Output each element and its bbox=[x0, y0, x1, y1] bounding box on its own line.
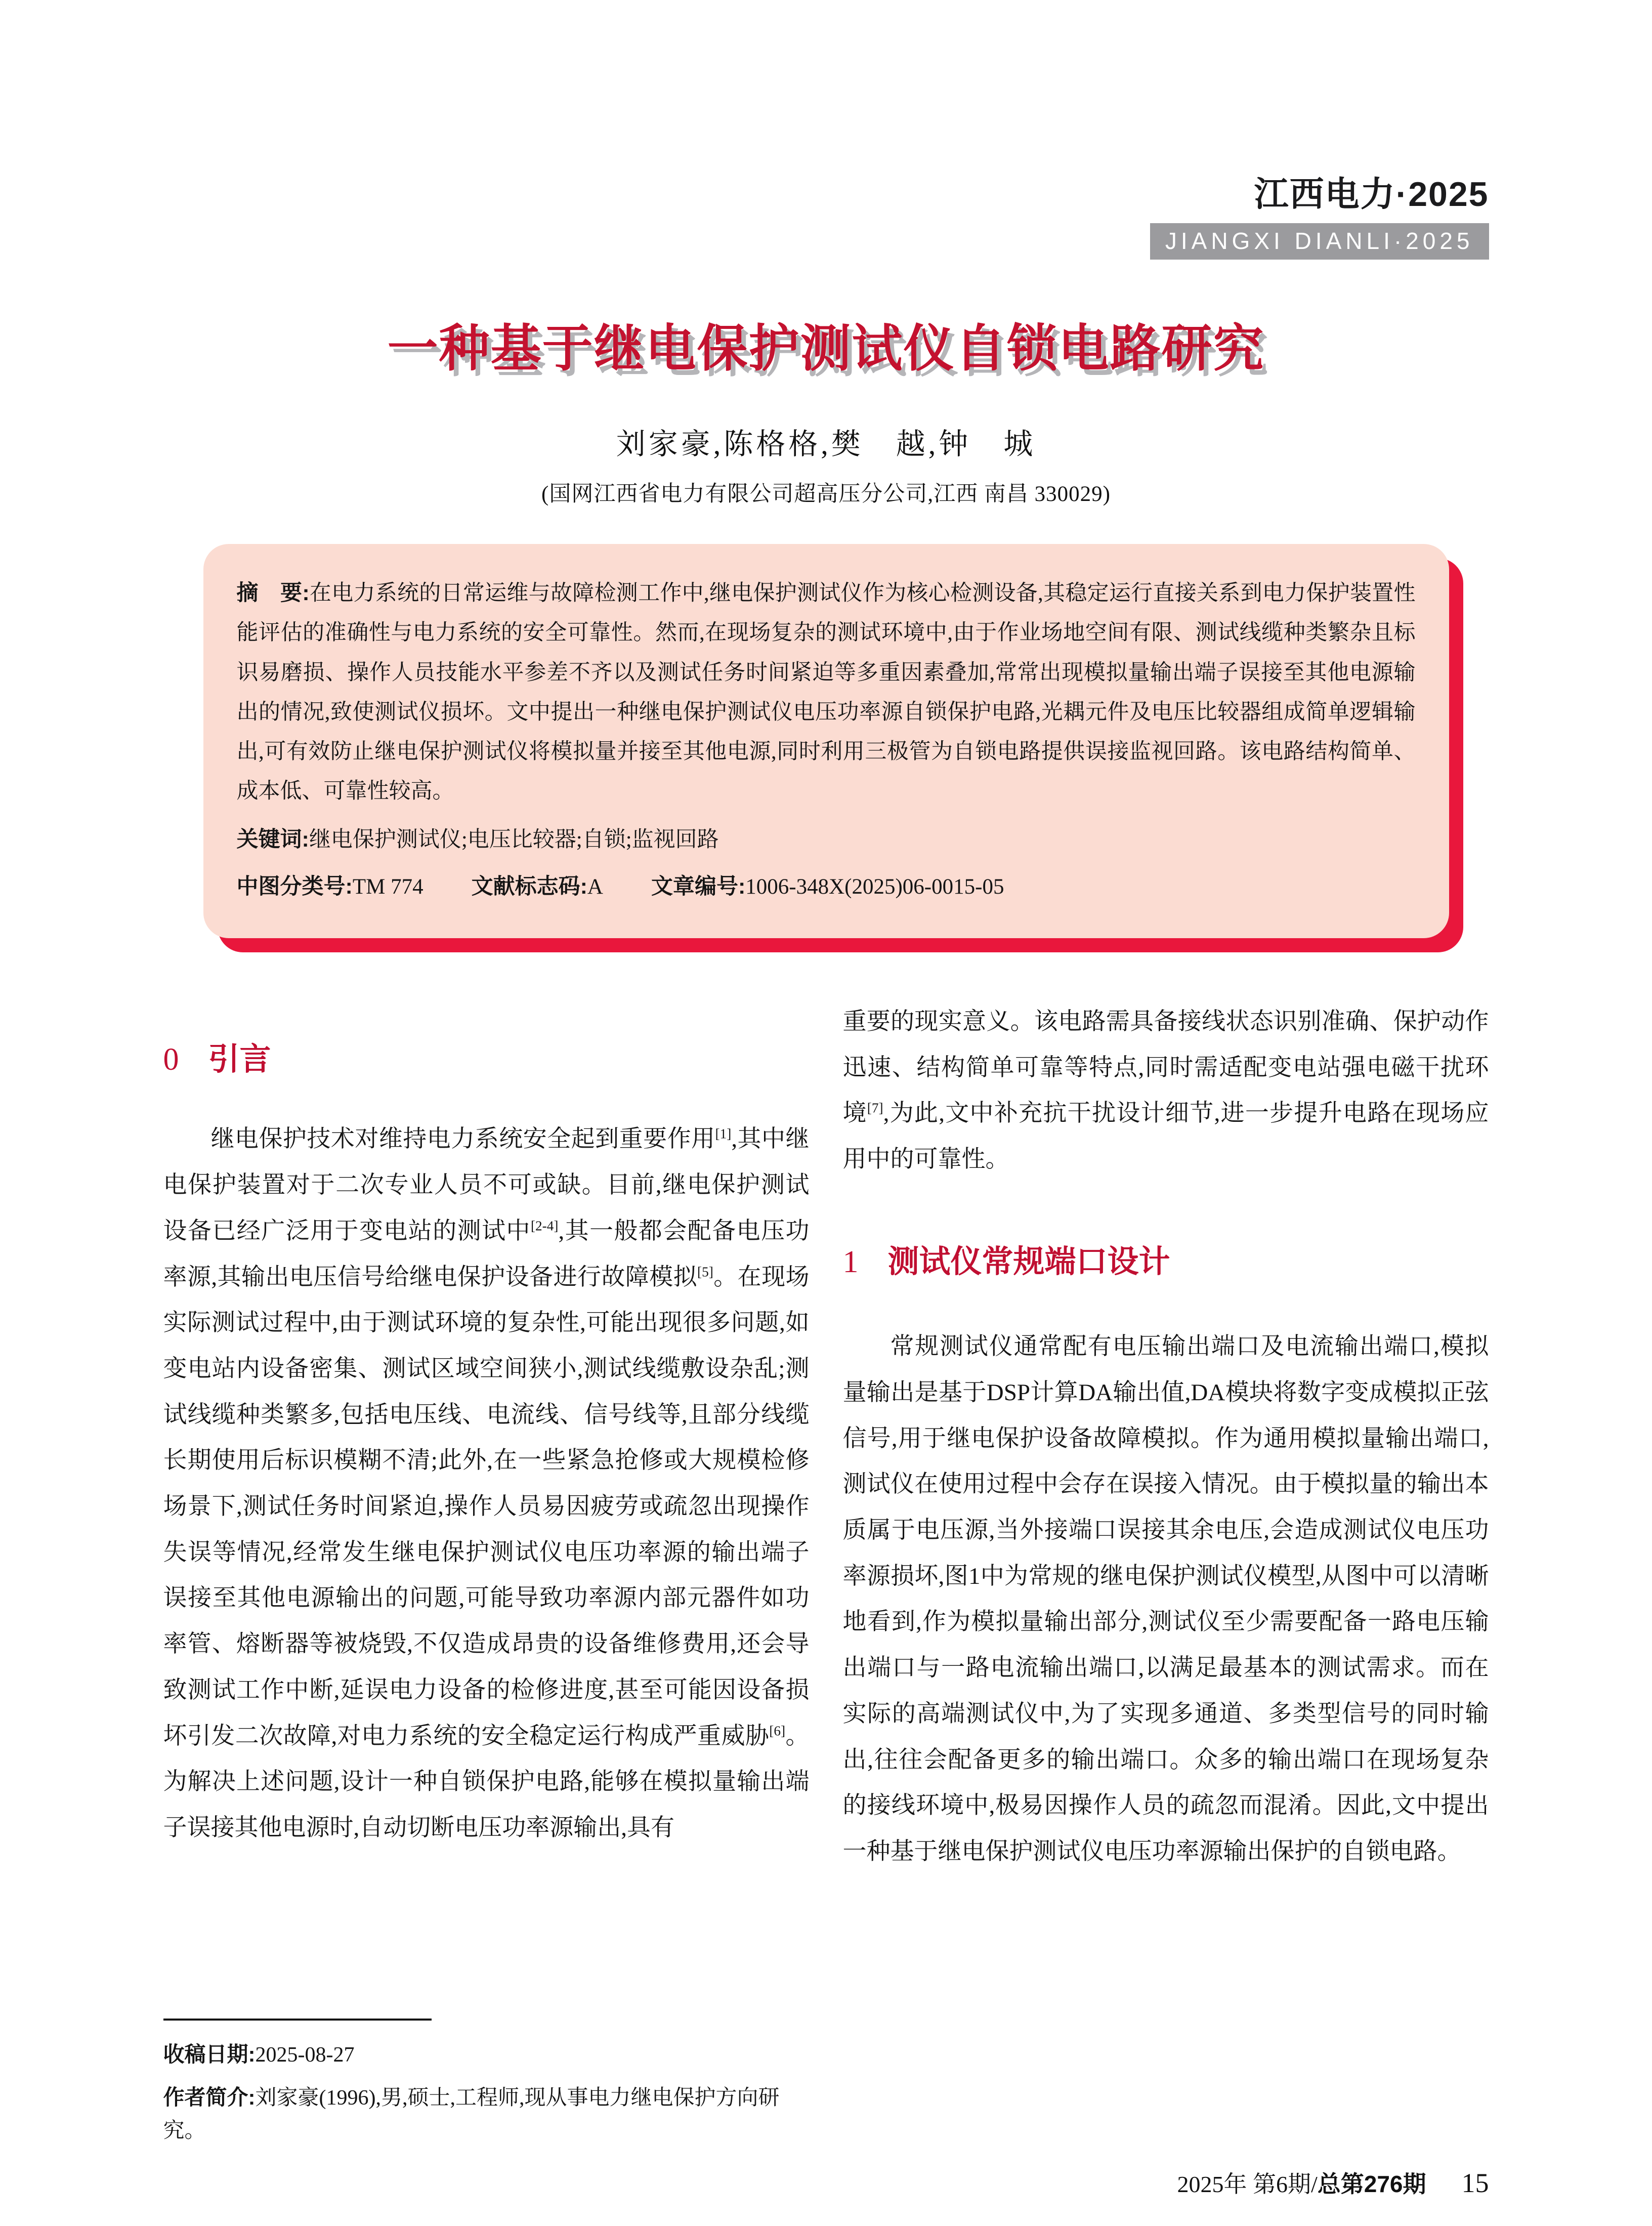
right-column bbox=[843, 993, 1489, 2157]
body-paragraph-continued bbox=[843, 999, 1489, 1183]
issue-info: 2025年 第6期/ bbox=[1177, 2171, 1318, 2197]
citation-ref: [7] bbox=[867, 1100, 883, 1116]
text-run: ,其中继电保护装置对于二次专业人员不可或缺。目前,继电保护测试设备已经广泛用于变电站的测试中 bbox=[163, 1126, 810, 1244]
text-run: ,为此,文中补充抗干扰设计细节,进一步提升电路在现场应用中的可靠性。 bbox=[842, 1100, 1489, 1173]
body-paragraph-section1 bbox=[843, 1324, 1489, 1874]
page-number: 15 bbox=[1461, 2168, 1489, 2198]
article-id-label: 文章编号: bbox=[651, 874, 746, 899]
page-content bbox=[163, 0, 1489, 2199]
article-id-group bbox=[651, 875, 1004, 899]
classification-line bbox=[237, 867, 1416, 907]
text-run: 重要的现实意义。该电路需具备接线状态识别准确、保护动作迅速、结构简单可靠等特点,同时需适配变电站强电磁干扰环境 bbox=[842, 1009, 1489, 1127]
body-columns bbox=[163, 993, 1489, 2157]
received-date-value: 2025-08-27 bbox=[255, 2043, 355, 2067]
section-number: 1 bbox=[842, 1244, 859, 1279]
left-column bbox=[163, 993, 810, 2157]
section-heading-intro bbox=[163, 1041, 810, 1078]
doc-code-group bbox=[472, 875, 603, 899]
text-run: ,其一般都会配备电压功率源,其输出电压信号给继电保护设备进行故障模拟 bbox=[163, 1217, 810, 1290]
page-header bbox=[163, 167, 1489, 260]
received-date-line bbox=[163, 2038, 810, 2072]
citation-ref: [2-4] bbox=[530, 1218, 559, 1234]
footnote-block bbox=[163, 2005, 810, 2157]
body-paragraph-intro bbox=[163, 1116, 810, 1851]
journal-name-en: JIANGXI DIANLI·2025 bbox=[1150, 223, 1489, 260]
keywords-line bbox=[237, 820, 1416, 860]
text-run: 常规测试仪通常配有电压输出端口及电流输出端口,模拟量输出是基于DSP计算DA输出值,DA模块将数字变成模拟正弦信号,用于继电保护设备故障模拟。作为通用模拟量输出端口,测试仪在使用过程中会存在误接入情况。由于模拟量的输出本质属于电压源,当外接端口误接其余电压,会造成测试仪电压功率源损坏,图1中为常规的继电保护测试仪模型,从图中可以清晰地看到,作为模拟量输出部分,测试仪至少需要配备一路电压输出端口与一路电流输出端口,以满足最基本的测试需求。而在实际的高端测试仪中,为了实现多通道、多类型信号的同时输出,往往会配备更多的输出端口。众多的输出端口在现场复杂的接线环境中,极易因操作人员的疏忽而混淆。因此,文中提出一种基于继电保护测试仪电压功率源输出保护的自锁电路。 bbox=[842, 1333, 1489, 1865]
author-bio-value: 刘家豪(1996),男,硕士,工程师,现从事电力继电保护方向研究。 bbox=[163, 2086, 780, 2143]
abstract-card bbox=[203, 544, 1449, 938]
text-run: 继电保护技术对维持电力系统安全起到重要作用 bbox=[210, 1126, 715, 1153]
citation-ref: [6] bbox=[769, 1723, 786, 1738]
clc-label: 中图分类号: bbox=[236, 874, 353, 899]
author-bio-label: 作者简介: bbox=[163, 2085, 256, 2109]
page-footer bbox=[163, 2166, 1489, 2199]
paper-title: 一种基于继电保护测试仪自锁电路研究 bbox=[387, 320, 1265, 377]
abstract-paragraph bbox=[237, 573, 1416, 812]
doc-code-value: A bbox=[587, 874, 603, 899]
received-date-label: 收稿日期: bbox=[163, 2042, 256, 2066]
authors-line: 刘家豪,陈格格,樊 越,钟 城 bbox=[616, 428, 1036, 460]
citation-ref: [5] bbox=[697, 1264, 713, 1279]
section-number: 0 bbox=[163, 1042, 179, 1077]
affiliation-line: (国网江西省电力有限公司超高压分公司,江西 南昌 330029) bbox=[541, 482, 1111, 506]
section-title: 引言 bbox=[208, 1042, 271, 1077]
section-title: 测试仪常规端口设计 bbox=[887, 1244, 1170, 1279]
author-bio-line bbox=[163, 2081, 810, 2148]
section-heading-ports bbox=[843, 1243, 1489, 1281]
issue-info-bold: 总第276期 bbox=[1317, 2171, 1426, 2197]
citation-ref: [1] bbox=[715, 1126, 732, 1142]
text-run: 。在现场实际测试过程中,由于测试环境的复杂性,可能出现很多问题,如变电站内设备密集、测试区域空间狭小,测试线缆敷设杂乱;测试线缆种类繁多,包括电压线、电流线、信号线等,且部分线缆长期使用后标识模糊不清;此外,在一些紧急抢修或大规模检修场景下,测试任务时间紧迫,操作人员易因疲劳或疏忽出现操作失误等情况,经常发生继电保护测试仪电压功率源的输出端子误接至其他电源输出的问题,可能导致功率源内部元器件如功率管、熔断器等被烧毁,不仅造成昂贵的设备维修费用,还会导致测试工作中断,延误电力设备的检修进度,甚至可能因设备损坏引发二次故障,对电力系统的安全稳定运行构成严重威胁 bbox=[163, 1264, 810, 1749]
abstract-text: 在电力系统的日常运维与故障检测工作中,继电保护测试仪作为核心检测设备,其稳定运行直接关系到电力保护装置性能评估的准确性与电力系统的安全可靠性。然而,在现场复杂的测试环境中,由于作业场地空间有限、测试线缆种类繁杂且标识易磨损、操作人员技能水平参差不齐以及测试任务时间紧迫等多重因素叠加,常常出现模拟量输出端子误接至其他电源输出的情况,致使测试仪损坏。文中提出一种继电保护测试仪电压功率源自锁保护电路,光耦元件及电压比较器组成简单逻辑输出,可有效防止继电保护测试仪将模拟量并接至其他电源,同时利用三极管为自锁电路提供误接监视回路。该电路结构简单、成本低、可靠性较高。 bbox=[236, 581, 1416, 804]
clc-group bbox=[237, 875, 423, 899]
journal-name: 江西电力·2025 bbox=[1254, 175, 1489, 214]
keywords-label: 关键词: bbox=[236, 827, 309, 852]
doc-code-label: 文献标志码: bbox=[471, 874, 587, 899]
article-id-value: 1006-348X(2025)06-0015-05 bbox=[745, 874, 1004, 899]
clc-value: TM 774 bbox=[352, 874, 423, 899]
keywords-text: 继电保护测试仪;电压比较器;自锁;监视回路 bbox=[309, 827, 719, 852]
footnote-divider bbox=[163, 2019, 432, 2021]
abstract-label: 摘 要: bbox=[236, 581, 310, 605]
text-run: 。为解决上述问题,设计一种自锁保护电路,能够在模拟量输出端子误接其他电源时,自动切断电压功率源输出,具有 bbox=[163, 1723, 810, 1841]
